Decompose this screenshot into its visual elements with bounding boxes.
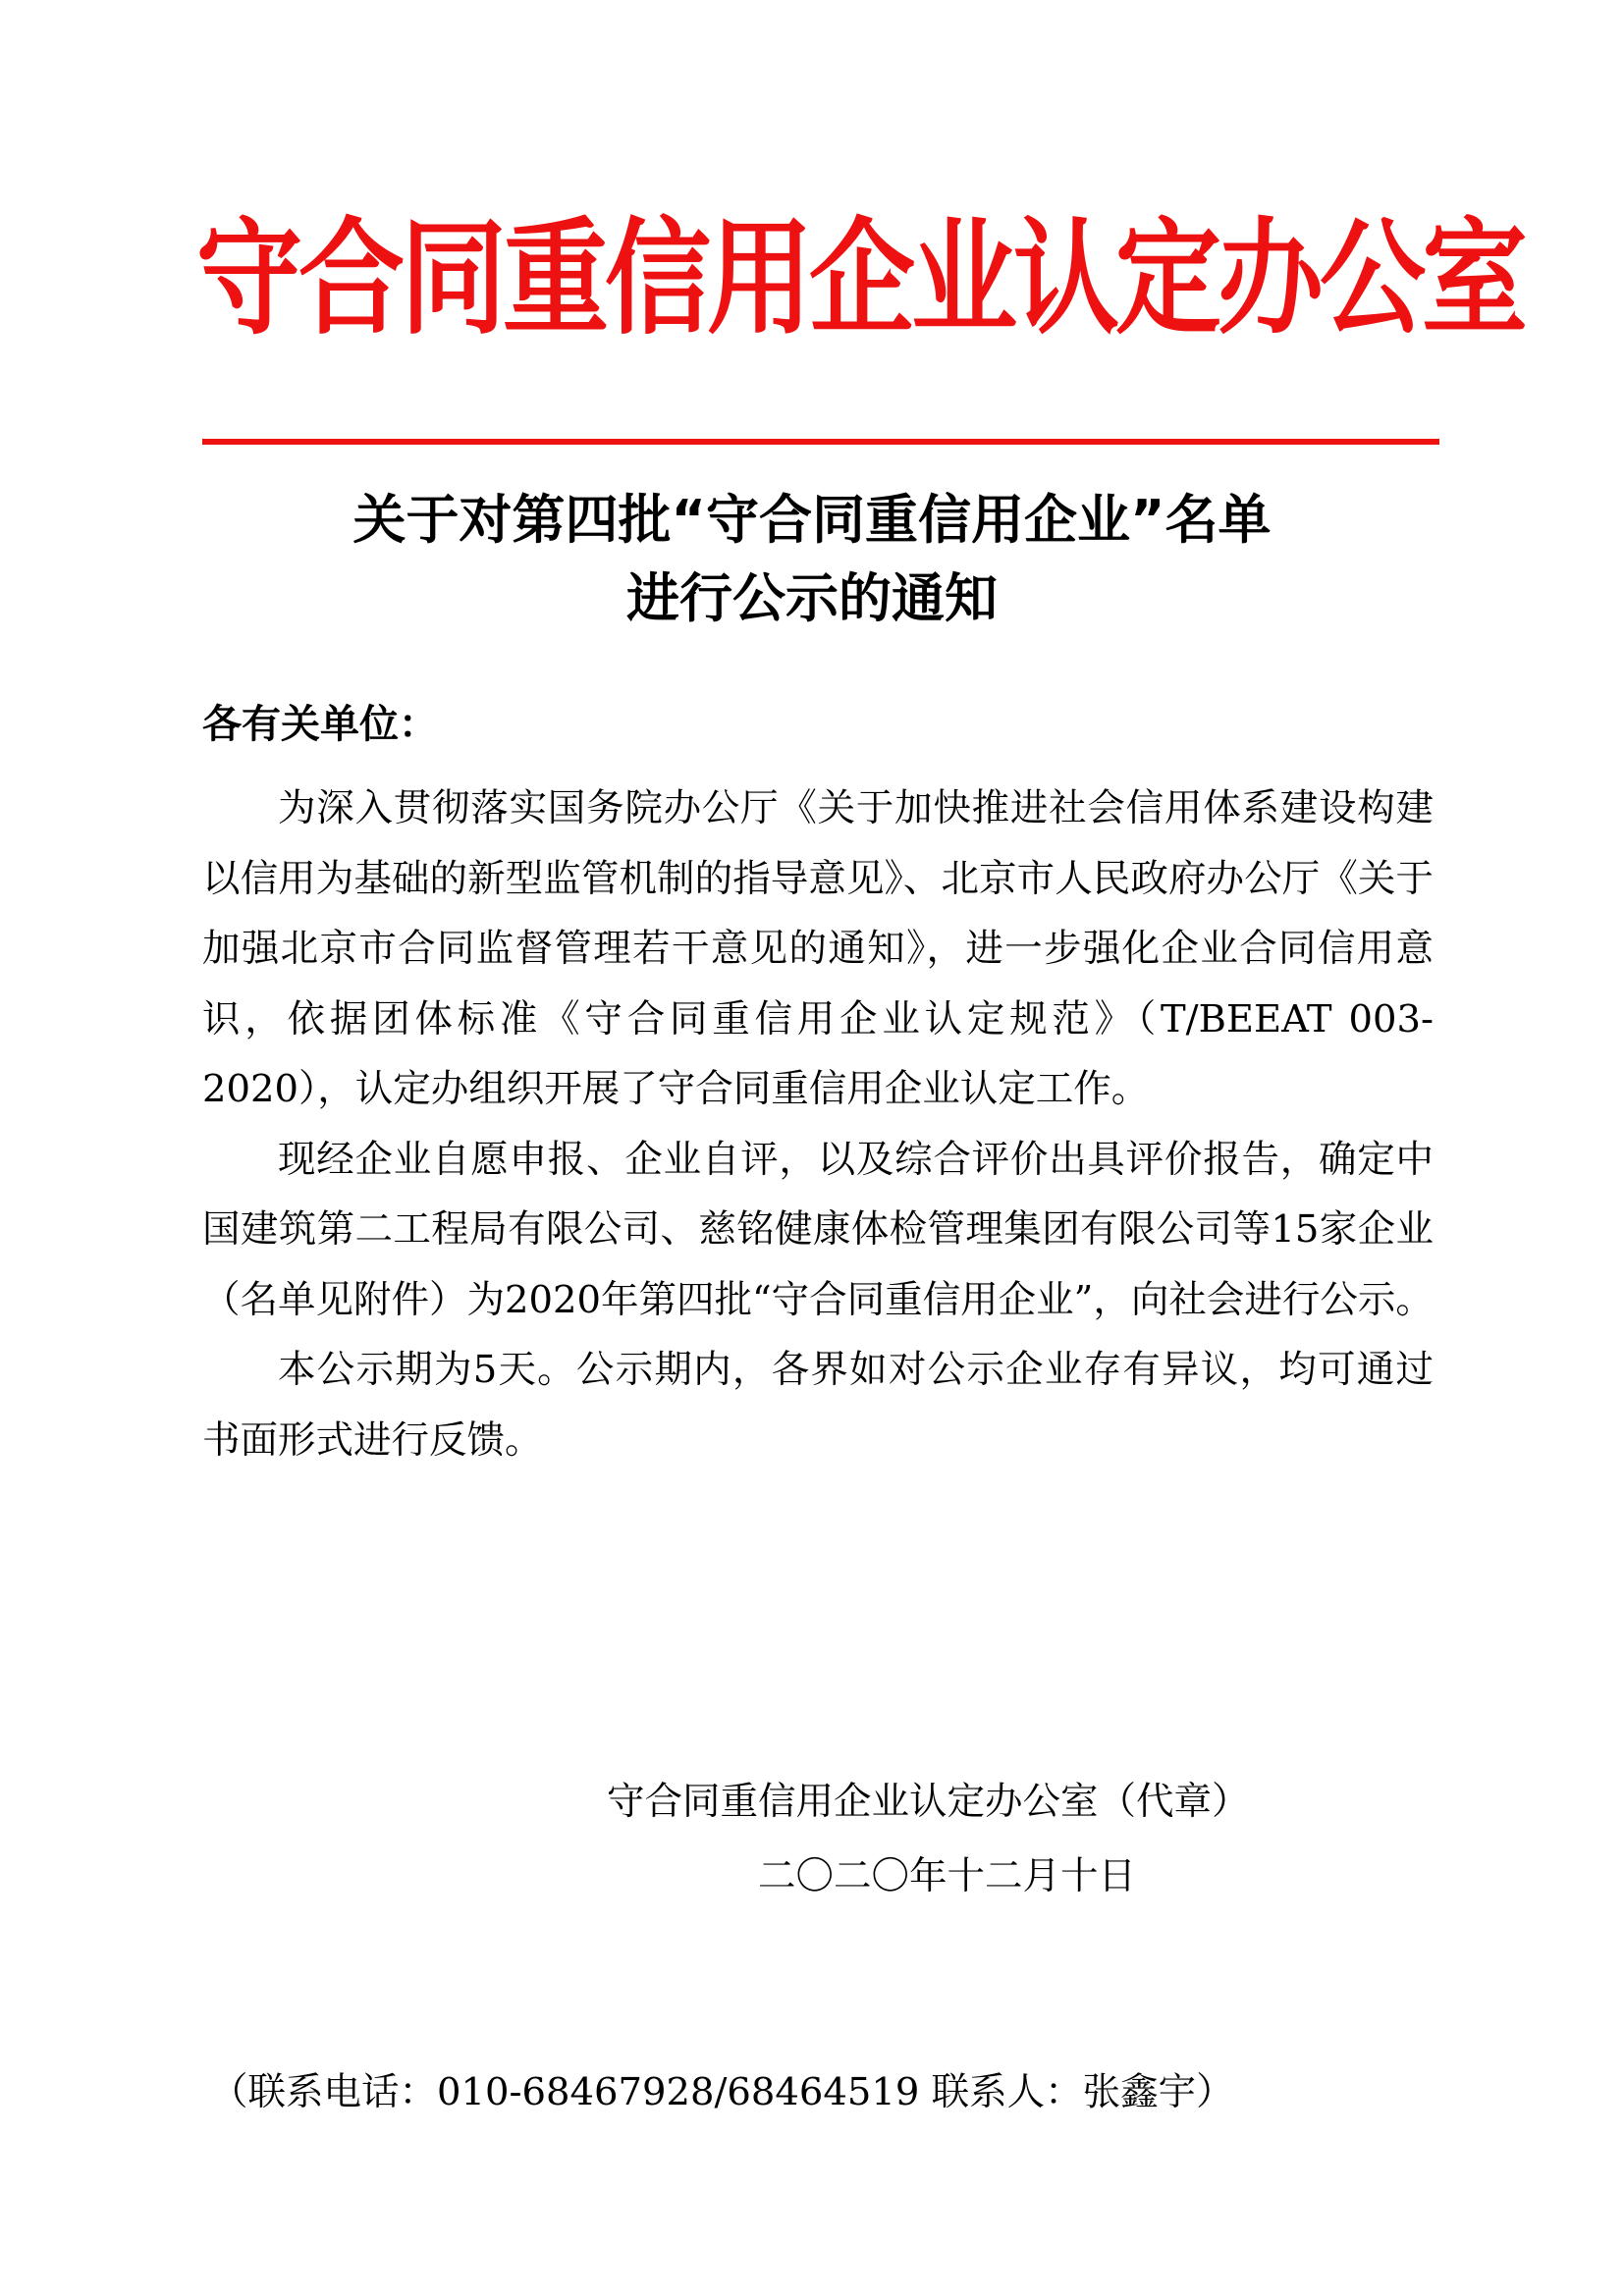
document-title-line-2: 进行公示的通知 — [626, 567, 998, 629]
body-text — [202, 774, 1434, 1475]
signature-date: 二〇二〇年十二月十日 — [758, 1854, 1137, 1898]
paragraph-publicity-period: 本公示期为5天。公示期内，各界如对公示企业存有异议，均可通过书面形式进行反馈。 — [202, 1348, 1434, 1463]
red-divider-line — [202, 439, 1439, 445]
paragraph-background: 为深入贯彻落实国务院办公厅《关于加快推进社会信用体系建设构建以信用为基础的新型监管机制的指导意见》、北京市人民政府办公厅《关于加强北京市合同监督管理若干意见的通知》，进一步强化企业合同信用意识，依据团体标准《守合同重信用企业认定规范》（T/BEEAT 003-2020），认定办组织开展了守合同重信用企业认定工作。 — [202, 786, 1434, 1111]
salutation: 各有关单位： — [202, 702, 438, 747]
contact-info: （联系电话：010-68467928/68464519 联系人：张鑫宇） — [210, 2070, 1234, 2114]
signature-org: 守合同重信用企业认定办公室（代章） — [607, 1780, 1250, 1824]
paragraph-determination: 现经企业自愿申报、企业自评，以及综合评价出具评价报告，确定中国建筑第二工程局有限公司、慈铭健康体检管理集团有限公司等15家企业（名单见附件）为2020年第四批“守合同重信用企业”，向社会进行公示。 — [202, 1137, 1434, 1322]
red-header-office-name: 守合同重信用企业认定办公室 — [196, 206, 1525, 352]
document-title-line-1: 关于对第四批“守合同重信用企业”名单 — [352, 489, 1272, 551]
document-title — [196, 481, 1428, 638]
